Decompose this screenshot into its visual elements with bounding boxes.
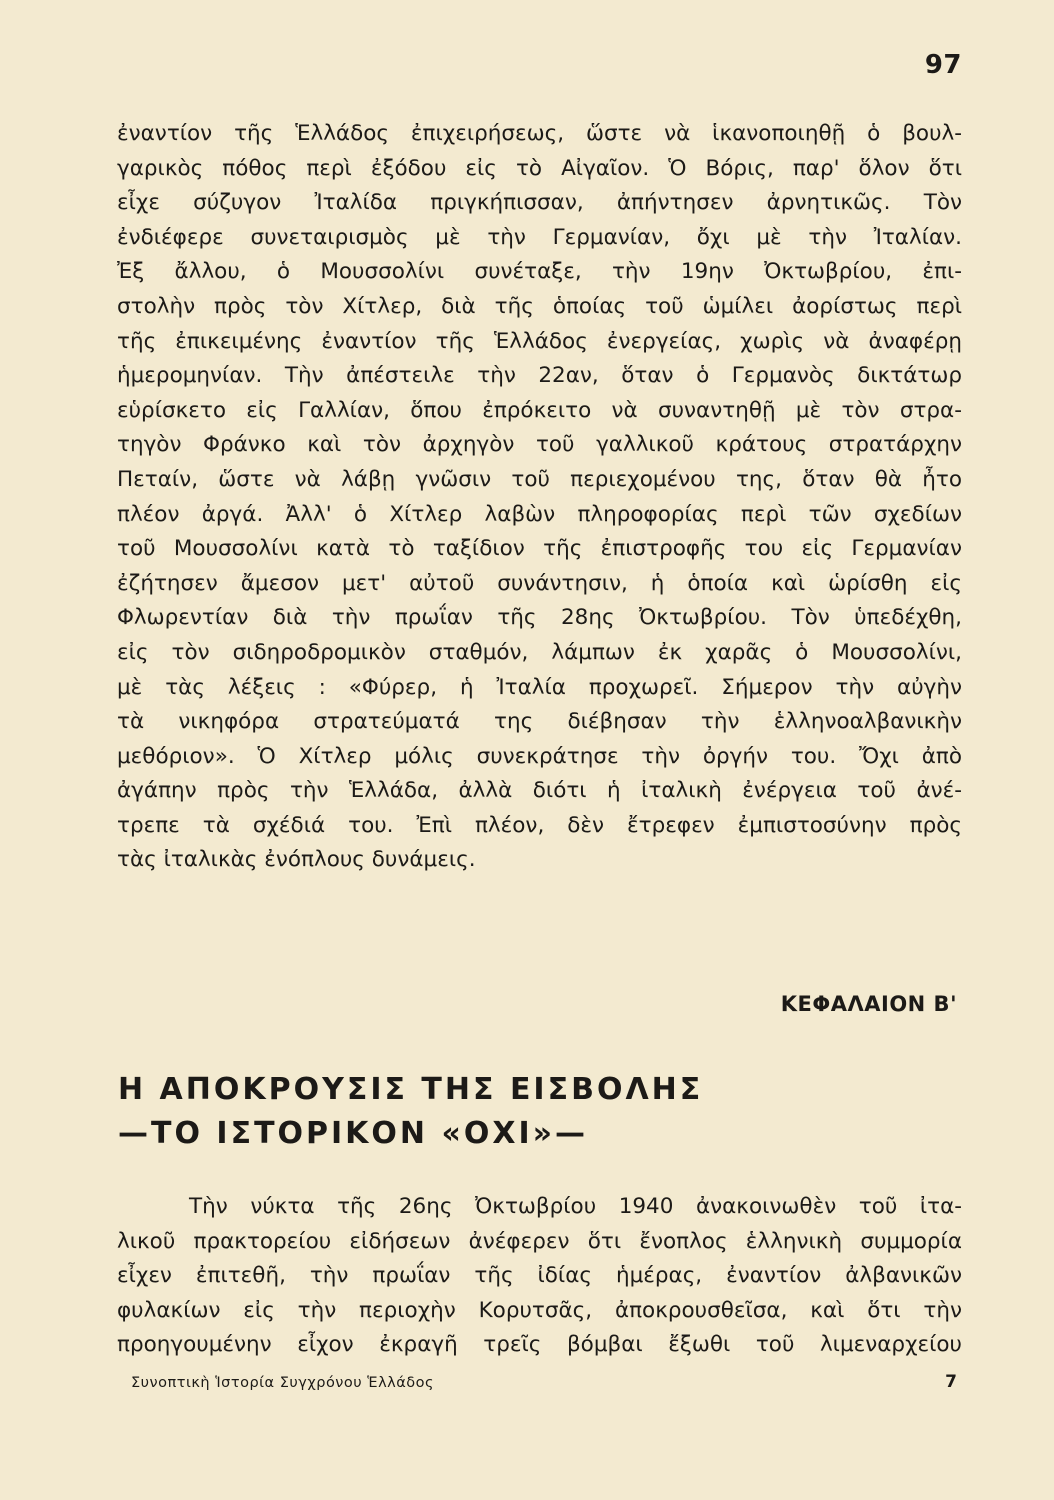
chapter-title (118, 1068, 918, 1156)
text-line: εἶχε σύζυγον Ἰταλίδα πριγκήπισσαν, ἀπήντησεν ἀρνητικῶς. Τὸν (117, 190, 962, 216)
chapter-title-line-2: —ΤΟ ΙΣΤΟΡΙΚΟΝ «ΟΧΙ»— (118, 1116, 589, 1151)
text-line: ἐνδιέφερε συνεταιρισμὸς μὲ τὴν Γερμανίαν, ὄχι μὲ τὴν Ἰταλίαν. (117, 224, 962, 250)
text-line: εἰς τὸν σιδηροδρομικὸν σταθμόν, λάμπων ἐκ χαρᾶς ὁ Μουσσολίνι, (117, 639, 962, 665)
text-line: τηγὸν Φράνκο καὶ τὸν ἀρχηγὸν τοῦ γαλλικοῦ κράτους στρατάρχην (117, 432, 962, 458)
text-line: τοῦ Μουσσολίνι κατὰ τὸ ταξίδιον τῆς ἐπιστροφῆς του εἰς Γερμανίαν (117, 536, 962, 562)
text-line: πλέον ἀργά. Ἀλλ' ὁ Χίτλερ λαβὼν πληροφορίας περὶ τῶν σχεδίων (117, 501, 962, 527)
text-line: ἡμερομηνίαν. Τὴν ἀπέστειλε τὴν 22αν, ὅταν ὁ Γερμανὸς δικτάτωρ (117, 363, 962, 389)
text-line: Φλωρεντίαν διὰ τὴν πρωΐαν τῆς 28ης Ὀκτωβρίου. Τὸν ὑπεδέχθη, (117, 605, 962, 631)
body-paragraph-1 (117, 117, 962, 878)
text-line: στολὴν πρὸς τὸν Χίτλερ, διὰ τῆς ὁποίας τοῦ ὡμίλει ἀορίστως περὶ (117, 293, 962, 319)
text-line: ἐναντίον τῆς Ἑλλάδος ἐπιχειρήσεως, ὥστε νὰ ἱκανοποιηθῇ ὁ βουλ- (117, 121, 962, 146)
text-line: προηγουμένην εἶχον ἐκραγῆ τρεῖς βόμβαι ἔξωθι τοῦ λιμεναρχείου (117, 1332, 962, 1358)
text-line: τῆς ἐπικειμένης ἐναντίον τῆς Ἑλλάδος ἐνεργείας, χωρὶς νὰ ἀναφέρῃ (117, 328, 962, 354)
chapter-title-line-1: Η ΑΠΟΚΡΟΥΣΙΣ ΤΗΣ ΕΙΣΒΟΛΗΣ (118, 1072, 704, 1107)
text-line: Τὴν νύκτα τῆς 26ης Ὀκτωβρίου 1940 ἀνακοινωθὲν τοῦ ἰτα- (189, 1194, 962, 1219)
text-line: Ἐξ ἄλλου, ὁ Μουσσολίνι συνέταξε, τὴν 19ην Ὀκτωβρίου, ἐπι- (117, 259, 962, 285)
page-number: 97 (924, 50, 962, 80)
text-line: φυλακίων εἰς τὴν περιοχὴν Κορυτσᾶς, ἀποκρουσθεῖσα, καὶ ὅτι τὴν (117, 1297, 962, 1323)
text-line: τὰ νικηφόρα στρατεύματά της διέβησαν τὴν ἑλληνοαλβανικὴν (117, 709, 962, 735)
text-line: τὰς ἰταλικὰς ἐνόπλους δυνάμεις. (117, 847, 476, 873)
footer-signature-mark: 7 (945, 1372, 957, 1392)
text-line: εὑρίσκετο εἰς Γαλλίαν, ὅπου ἐπρόκειτο νὰ συναντηθῇ μὲ τὸν στρα- (117, 397, 962, 423)
chapter-label: ΚΕΦΑΛΑΙΟΝ Β' (780, 992, 957, 1016)
text-line: ἐζήτησεν ἄμεσον μετ' αὐτοῦ συνάντησιν, ἡ ὁποία καὶ ὡρίσθη εἰς (117, 570, 962, 596)
body-paragraph-2 (117, 1190, 962, 1363)
text-line: τρεπε τὰ σχέδιά του. Ἐπὶ πλέον, δὲν ἔτρεφεν ἐμπιστοσύνην πρὸς (117, 812, 962, 838)
text-line: μὲ τὰς λέξεις : «Φύρερ, ἡ Ἰταλία προχωρεῖ. Σήμερον τὴν αὐγὴν (117, 674, 962, 700)
text-line: γαρικὸς πόθος περὶ ἐξόδου εἰς τὸ Αἰγαῖον. Ὁ Βόρις, παρ' ὅλον ὅτι (117, 155, 962, 181)
text-line: λικοῦ πρακτορείου εἰδήσεων ἀνέφερεν ὅτι ἔνοπλος ἑλληνικὴ συμμορία (117, 1228, 962, 1254)
text-line: εἶχεν ἐπιτεθῆ, τὴν πρωΐαν τῆς ἰδίας ἡμέρας, ἐναντίον ἀλβανικῶν (117, 1263, 962, 1289)
text-line: Πεταίν, ὥστε νὰ λάβῃ γνῶσιν τοῦ περιεχομένου της, ὅταν θὰ ἦτο (117, 466, 962, 492)
footer-book-title: Συνοπτικὴ Ἱστορία Συγχρόνου Ἑλλάδος (131, 1375, 435, 1391)
text-line: ἀγάπην πρὸς τὴν Ἑλλάδα, ἀλλὰ διότι ἡ ἰταλικὴ ἐνέργεια τοῦ ἀνέ- (117, 778, 962, 804)
text-line: μεθόριον». Ὁ Χίτλερ μόλις συνεκράτησε τὴν ὀργήν του. Ὄχι ἀπὸ (117, 743, 962, 769)
